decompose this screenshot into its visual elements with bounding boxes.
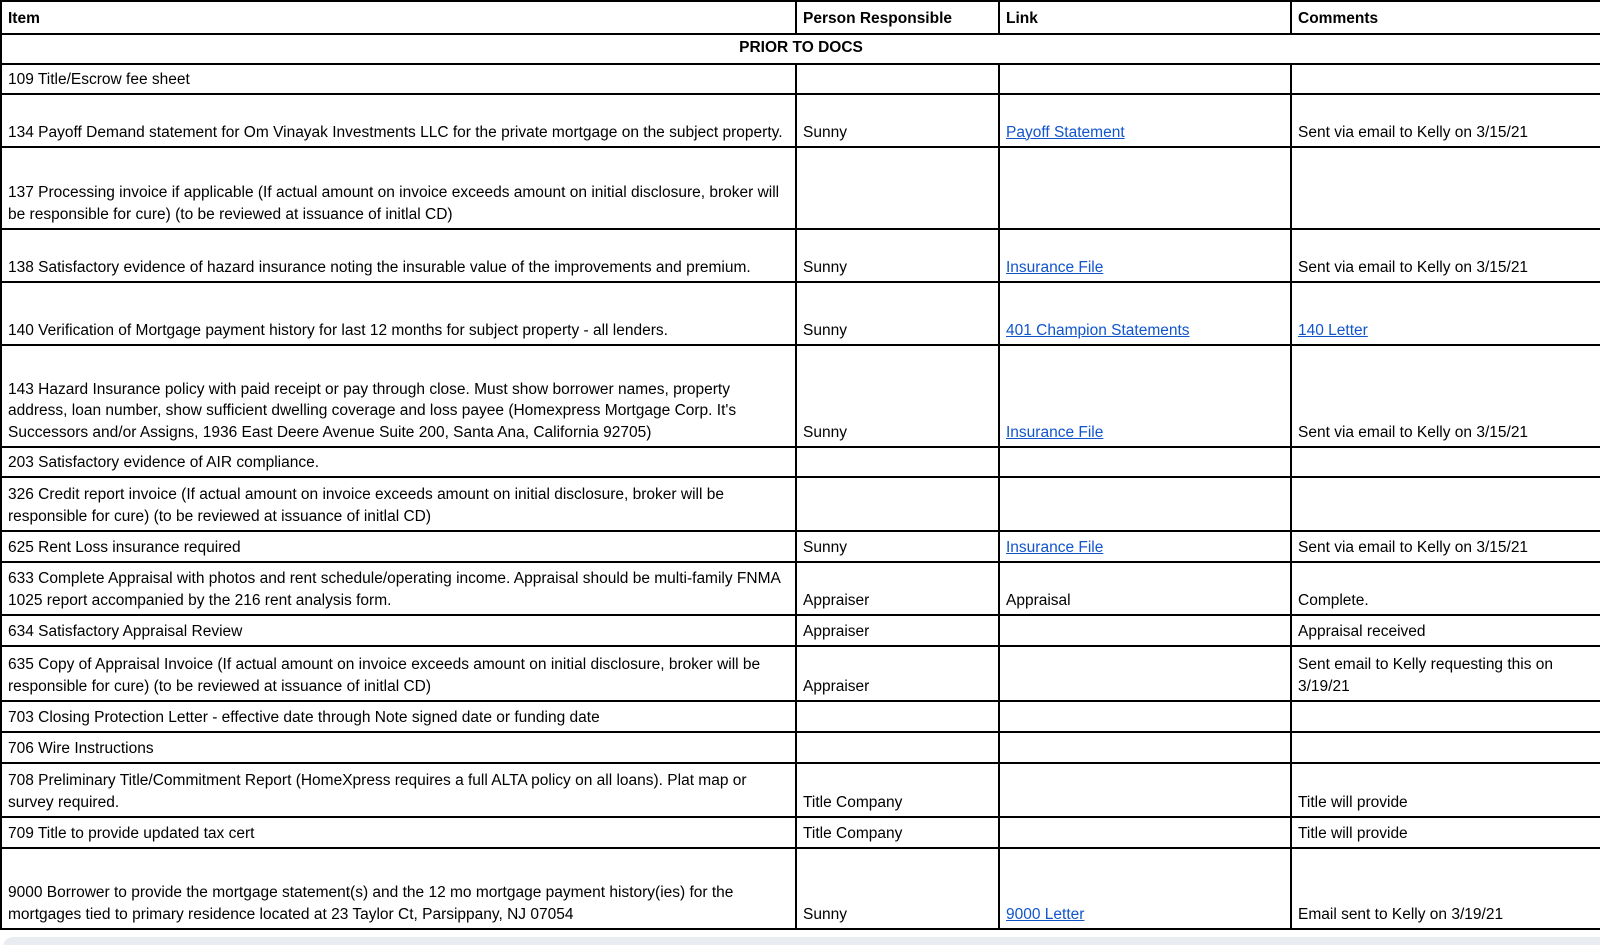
cell-link[interactable] (999, 147, 1291, 229)
table-row (1, 282, 1600, 345)
cell-item[interactable]: 709 Title to provide updated tax cert (1, 817, 796, 848)
cell-person-responsible[interactable]: Sunny (796, 345, 999, 447)
cell-item[interactable]: 109 Title/Escrow fee sheet (1, 64, 796, 94)
cell-link[interactable] (999, 477, 1291, 531)
section-header-row (1, 34, 1600, 64)
table-row (1, 732, 1600, 763)
cell-link[interactable] (999, 763, 1291, 817)
cell-comments[interactable]: Complete. (1291, 562, 1600, 615)
cell-person-responsible[interactable]: Title Company (796, 817, 999, 848)
cell-link[interactable] (999, 701, 1291, 732)
cell-comments[interactable] (1291, 732, 1600, 763)
cell-item[interactable]: 140 Verification of Mortgage payment history for last 12 months for subject property - all lenders. (1, 282, 796, 345)
table-row (1, 477, 1600, 531)
cell-comments[interactable] (1291, 701, 1600, 732)
window-bottom-edge (0, 930, 1600, 945)
cell-item[interactable]: 9000 Borrower to provide the mortgage statement(s) and the 12 mo mortgage payment history(ies) for the mortgages tied to primary residence located at 23 Taylor Ct, Parsippany, NJ 07054 (1, 848, 796, 929)
cell-link[interactable] (999, 848, 1291, 929)
cell-item[interactable]: 138 Satisfactory evidence of hazard insurance noting the insurable value of the improvements and premium. (1, 229, 796, 282)
cell-item[interactable]: 326 Credit report invoice (If actual amount on invoice exceeds amount on initial disclosure, broker will be responsible for cure) (to be reviewed at issuance of initlal CD) (1, 477, 796, 531)
column-header-comments[interactable]: Comments (1291, 1, 1600, 34)
table-row (1, 817, 1600, 848)
table-row (1, 345, 1600, 447)
cell-person-responsible[interactable]: Sunny (796, 94, 999, 147)
cell-person-responsible[interactable] (796, 732, 999, 763)
table-row (1, 94, 1600, 147)
cell-person-responsible[interactable] (796, 64, 999, 94)
cell-link[interactable] (999, 229, 1291, 282)
cell-comments[interactable]: Sent via email to Kelly on 3/15/21 (1291, 345, 1600, 447)
cell-link[interactable] (999, 817, 1291, 848)
cell-link[interactable] (999, 646, 1291, 701)
cell-item[interactable]: 634 Satisfactory Appraisal Review (1, 615, 796, 646)
cell-comments[interactable] (1291, 147, 1600, 229)
window-bottom-rounded-bar (3, 937, 1600, 945)
cell-comments-hyperlink[interactable]: 140 Letter (1298, 321, 1368, 339)
cell-item[interactable]: 625 Rent Loss insurance required (1, 531, 796, 562)
cell-person-responsible[interactable]: Sunny (796, 848, 999, 929)
cell-person-responsible[interactable]: Sunny (796, 531, 999, 562)
cell-comments[interactable]: Email sent to Kelly on 3/19/21 (1291, 848, 1600, 929)
table-row (1, 147, 1600, 229)
cell-item[interactable]: 203 Satisfactory evidence of AIR compliance. (1, 447, 796, 477)
cell-item[interactable]: 134 Payoff Demand statement for Om Vinayak Investments LLC for the private mortgage on the subject property. (1, 94, 796, 147)
table-row (1, 229, 1600, 282)
cell-person-responsible[interactable]: Sunny (796, 229, 999, 282)
cell-link[interactable]: Appraisal (999, 562, 1291, 615)
column-header-item[interactable]: Item (1, 1, 796, 34)
cell-comments[interactable] (1291, 447, 1600, 477)
cell-link-hyperlink[interactable]: Insurance File (1006, 258, 1104, 276)
cell-item[interactable]: 143 Hazard Insurance policy with paid receipt or pay through close. Must show borrower names, property address, loan number, show sufficient dwelling coverage and loss payee (Homexpress Mortgage Corp. It's Successors and/or Assigns, 1936 East Deere Avenue Suite 200, Santa Ana, California 92705) (1, 345, 796, 447)
cell-person-responsible[interactable]: Sunny (796, 282, 999, 345)
cell-item[interactable]: 708 Preliminary Title/Commitment Report (HomeXpress requires a full ALTA policy on all loans). Plat map or survey required. (1, 763, 796, 817)
cell-item[interactable]: 635 Copy of Appraisal Invoice (If actual amount on invoice exceeds amount on initial disclosure, broker will be responsible for cure) (to be reviewed at issuance of initlal CD) (1, 646, 796, 701)
cell-comments[interactable]: Sent via email to Kelly on 3/15/21 (1291, 94, 1600, 147)
cell-comments[interactable] (1291, 477, 1600, 531)
header-row (1, 1, 1600, 34)
table-row (1, 447, 1600, 477)
cell-link[interactable] (999, 345, 1291, 447)
cell-comments[interactable]: Sent email to Kelly requesting this on 3/19/21 (1291, 646, 1600, 701)
table-body (1, 1, 1600, 929)
cell-link[interactable] (999, 447, 1291, 477)
cell-comments[interactable]: Title will provide (1291, 817, 1600, 848)
table-row (1, 615, 1600, 646)
table-row (1, 701, 1600, 732)
cell-link[interactable] (999, 615, 1291, 646)
cell-link-hyperlink[interactable]: Insurance File (1006, 538, 1104, 556)
cell-item[interactable]: 633 Complete Appraisal with photos and rent schedule/operating income. Appraisal should be multi-family FNMA 1025 report accompanied by the 216 rent analysis form. (1, 562, 796, 615)
column-header-person-responsible[interactable]: Person Responsible (796, 1, 999, 34)
cell-item[interactable]: 137 Processing invoice if applicable (If actual amount on invoice exceeds amount on initial disclosure, broker will be responsible for cure) (to be reviewed at issuance of initlal CD) (1, 147, 796, 229)
cell-comments[interactable]: Sent via email to Kelly on 3/15/21 (1291, 229, 1600, 282)
cell-person-responsible[interactable] (796, 147, 999, 229)
table-row (1, 64, 1600, 94)
cell-person-responsible[interactable]: Appraiser (796, 615, 999, 646)
cell-item[interactable]: 706 Wire Instructions (1, 732, 796, 763)
cell-comments[interactable] (1291, 64, 1600, 94)
cell-link-hyperlink[interactable]: 401 Champion Statements (1006, 321, 1190, 339)
table-row (1, 763, 1600, 817)
column-header-link[interactable]: Link (999, 1, 1291, 34)
cell-link-hyperlink[interactable]: 9000 Letter (1006, 905, 1085, 923)
cell-person-responsible[interactable] (796, 477, 999, 531)
table-row (1, 646, 1600, 701)
table-row (1, 562, 1600, 615)
cell-comments[interactable] (1291, 282, 1600, 345)
cell-comments[interactable]: Sent via email to Kelly on 3/15/21 (1291, 531, 1600, 562)
cell-link-hyperlink[interactable]: Payoff Statement (1006, 123, 1125, 141)
cell-person-responsible[interactable]: Appraiser (796, 562, 999, 615)
cell-link-hyperlink[interactable]: Insurance File (1006, 423, 1104, 441)
cell-comments[interactable]: Appraisal received (1291, 615, 1600, 646)
cell-link[interactable] (999, 94, 1291, 147)
cell-link[interactable] (999, 531, 1291, 562)
table-row (1, 848, 1600, 929)
cell-person-responsible[interactable]: Appraiser (796, 646, 999, 701)
section-header[interactable]: PRIOR TO DOCS (1, 34, 1600, 64)
cell-person-responsible[interactable]: Title Company (796, 763, 999, 817)
cell-item[interactable]: 703 Closing Protection Letter - effective date through Note signed date or funding date (1, 701, 796, 732)
cell-link[interactable] (999, 64, 1291, 94)
cell-link[interactable] (999, 282, 1291, 345)
cell-person-responsible[interactable] (796, 447, 999, 477)
table-row (1, 531, 1600, 562)
cell-link[interactable] (999, 732, 1291, 763)
cell-person-responsible[interactable] (796, 701, 999, 732)
cell-comments[interactable]: Title will provide (1291, 763, 1600, 817)
